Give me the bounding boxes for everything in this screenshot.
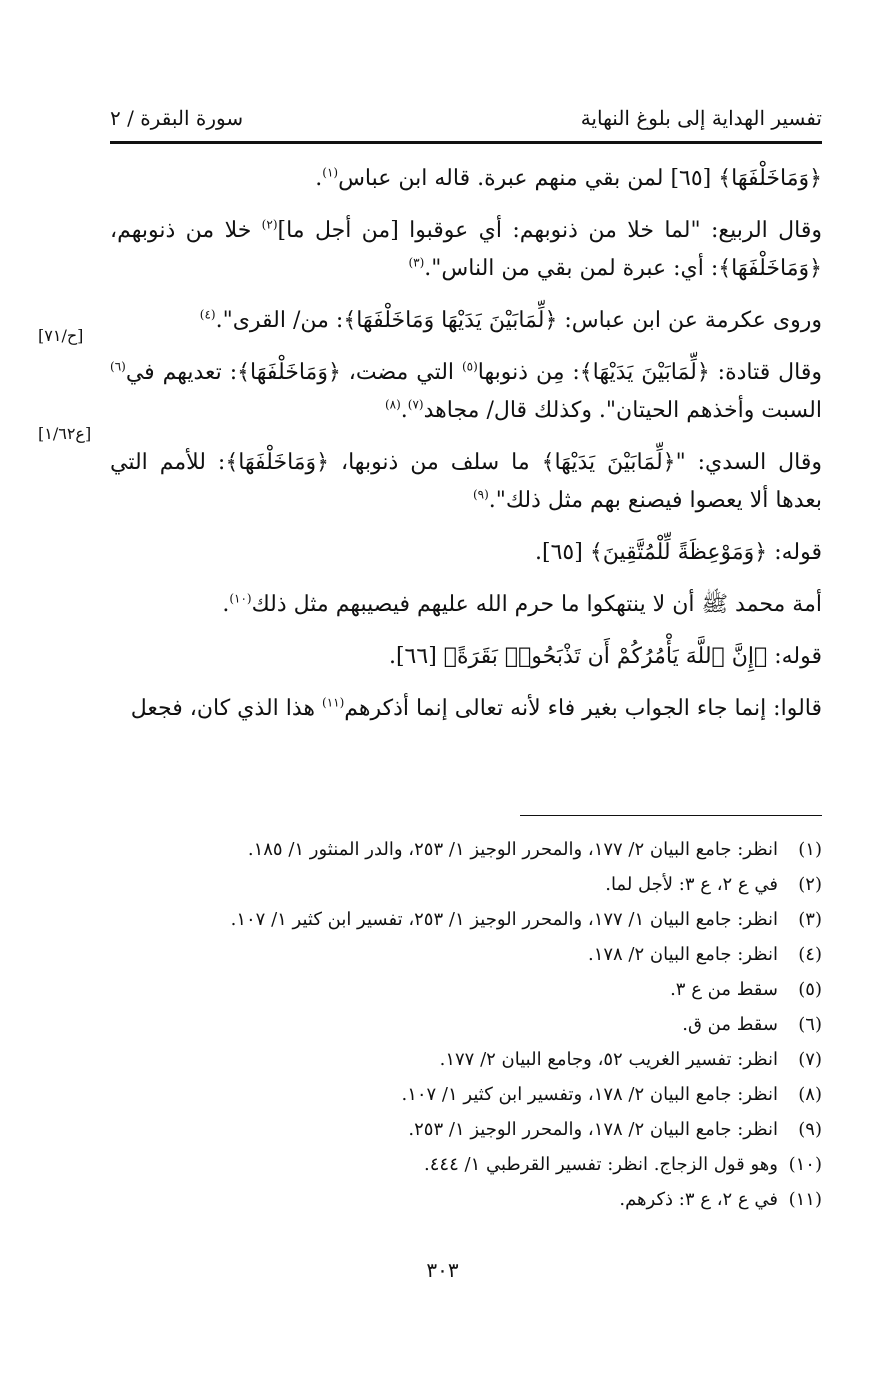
book-title: تفسير الهداية إلى بلوغ النهاية bbox=[580, 106, 822, 130]
footnote-ref: (٥) bbox=[461, 359, 478, 374]
footnote-item: (٣)انظر: جامع البيان ١/ ١٧٧، والمحرر الوجيز ١/ ٢٥٣، تفسير ابن كثير ١/ ١٠٧. bbox=[230, 909, 822, 930]
footnote-ref: (٣) bbox=[408, 255, 425, 270]
footnote-ref: (٢) bbox=[261, 217, 278, 232]
page-number: ٣٠٣ bbox=[426, 1258, 459, 1282]
footnote-item: (٧)انظر: تفسير الغريب ٥٢، وجامع البيان ٢/ ١٧٧. bbox=[439, 1049, 822, 1070]
footnote-item: (١١)في ع ٢، ع ٣: ذكرهم. bbox=[619, 1189, 822, 1210]
footnote-ref: (٧) bbox=[407, 397, 424, 412]
footnote-rule bbox=[520, 815, 822, 816]
surah-label: سورة البقرة / ٢ bbox=[110, 106, 244, 130]
footnote-item: (٨)انظر: جامع البيان ٢/ ١٧٨، وتفسير ابن كثير ١/ ١٠٧. bbox=[401, 1084, 822, 1105]
header-rule bbox=[110, 141, 822, 144]
footnote-ref: (٤) bbox=[199, 307, 216, 322]
footnote-ref: (٩) bbox=[472, 487, 489, 502]
paragraph: ﴿وَمَاخَلْفَهَا﴾ [٦٥] لمن بقي منهم عبرة. قاله ابن عباس$^{(١)}$. bbox=[315, 165, 822, 191]
footnote-ref: (١١) bbox=[322, 695, 345, 710]
main-text bbox=[110, 160, 822, 728]
paragraph: وروى عكرمة عن ابن عباس: ﴿لِّمَابَيْنَ يَدَيْهَا وَمَاخَلْفَهَا﴾: من/ القرى".$^{(٤)}$ bbox=[199, 307, 822, 333]
footnote-item: (٦)سقط من ق. bbox=[682, 1014, 822, 1035]
footnote-ref: (١) bbox=[322, 165, 339, 180]
paragraph: وقال الربيع: "لما خلا من ذنوبهم: أي عوقبوا [من أجل ما]$^{(٢)}$ خلا من ذنوبهم، ﴿وَمَاخَلْفَهَا﴾: أي: عبرة لمن بقي من الناس".$^{(٣)}$ bbox=[110, 217, 822, 281]
paragraph: قالوا: إنما جاء الجواب بغير فاء لأنه تعالى إنما أذكرهم$^{(١١)}$ هذا الذي كان، فجعل bbox=[130, 695, 822, 721]
footnote-ref: (١٠) bbox=[229, 591, 252, 606]
footnotes bbox=[110, 832, 822, 1217]
paragraph: أمة محمد ﷺ أن لا ينتهكوا ما حرم الله عليهم فيصيبهم مثل ذلك$^{(١٠)}$. bbox=[222, 591, 822, 617]
footnote-item: (٤)انظر: جامع البيان ٢/ ١٧٨. bbox=[587, 944, 822, 965]
paragraph: قوله: ﴿وَمَوْعِظَةً لِّلْمُتَّقِينَ﴾ [٦٥]. bbox=[535, 540, 822, 565]
footnote-item: (١٠)وهو قول الزجاج. انظر: تفسير القرطبي ١/ ٤٤٤. bbox=[424, 1154, 822, 1175]
paragraph: وقال قتادة: ﴿لِّمَابَيْنَ يَدَيْهَا﴾: مِن ذنوبها$^{(٥)}$ التي مضت، ﴿وَمَاخَلْفَهَا﴾: تعديهم في$^{(٦)}$ السبت وأخذهم الحيتان". وكذلك قال/ مجاهد$^{(٧)}$.$^{(٨)}$ bbox=[110, 359, 822, 423]
footnote-item: (١)انظر: جامع البيان ٢/ ١٧٧، والمحرر الوجيز ١/ ٢٥٣، والدر المنثور ١/ ١٨٥. bbox=[247, 839, 822, 860]
footnote-ref: (٨) bbox=[384, 397, 401, 412]
running-header bbox=[110, 98, 822, 138]
footnote-item: (٢)في ع ٢، ع ٣: لأجل لما. bbox=[605, 874, 822, 895]
paragraph: وقال السدي: "﴿لِّمَابَيْنَ يَدَيْهَا﴾ ما سلف من ذنوبها، ﴿وَمَاخَلْفَهَا﴾: للأمم التي بعدها ألا يعصوا فيصنع بهم مثل ذلك".$^{(٩)}$ bbox=[110, 450, 822, 513]
footnote-item: (٥)سقط من ع ٣. bbox=[670, 979, 822, 1000]
footnote-ref: (٦) bbox=[110, 359, 126, 374]
margin-note: [ح/٧١] bbox=[38, 326, 84, 345]
margin-note: [ع١/٦٢] bbox=[38, 424, 92, 443]
paragraph: قوله: ﴿إِنَّ ٱللَّهَ يَأْمُرُكُمْ أَن تَذْبَحُوا۟ بَقَرَةً﴾ [٦٦]. bbox=[388, 644, 822, 669]
footnote-item: (٩)انظر: جامع البيان ٢/ ١٧٨، والمحرر الوجيز ١/ ٢٥٣. bbox=[408, 1119, 822, 1140]
